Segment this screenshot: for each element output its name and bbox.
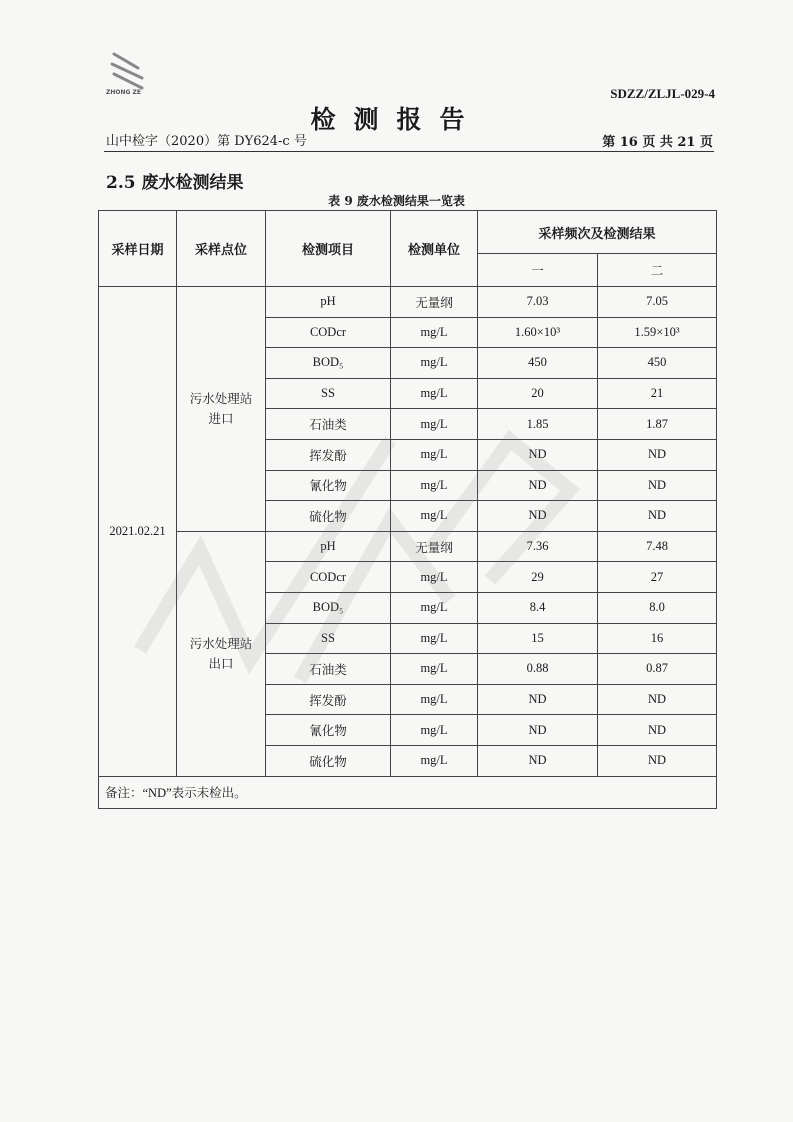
test-unit: mg/L [391,317,478,348]
result-1: ND [478,684,598,715]
result-1: 29 [478,562,598,593]
result-1: ND [478,470,598,501]
result-1: ND [478,501,598,532]
result-1: ND [478,715,598,746]
result-2: 0.87 [598,654,717,685]
test-item: 氰化物 [266,470,391,501]
result-1: 8.4 [478,592,598,623]
test-unit: mg/L [391,623,478,654]
table-row [99,287,717,318]
test-unit: 无量纲 [391,531,478,562]
test-item: pH [266,531,391,562]
result-2: ND [598,715,717,746]
result-2: ND [598,470,717,501]
test-unit: mg/L [391,715,478,746]
test-item: 硫化物 [266,501,391,532]
result-1: ND [478,439,598,470]
header-date: 采样日期 [99,211,177,287]
test-item: 硫化物 [266,745,391,776]
result-2: 8.0 [598,592,717,623]
test-unit: mg/L [391,439,478,470]
page-number: 第 16 页 共 21 页 [602,135,713,150]
report-number: 山中检字（2020）第 DY624-c 号 [106,134,307,149]
test-unit: mg/L [391,501,478,532]
test-item: CODcr [266,317,391,348]
test-unit: mg/L [391,654,478,685]
result-2: 1.59×10³ [598,317,717,348]
test-unit: mg/L [391,378,478,409]
result-2: ND [598,439,717,470]
header-freq-1: 一 [478,254,598,287]
test-unit: mg/L [391,684,478,715]
test-unit: mg/L [391,470,478,501]
test-unit: 无量纲 [391,287,478,318]
result-2: 21 [598,378,717,409]
result-2: 1.87 [598,409,717,440]
test-item: 挥发酚 [266,439,391,470]
result-2: ND [598,684,717,715]
test-item: BOD₅ [266,348,391,379]
test-item: SS [266,623,391,654]
result-1: 1.60×10³ [478,317,598,348]
sample-date: 2021.02.21 [99,287,177,777]
result-2: ND [598,501,717,532]
test-item: BOD₅ [266,592,391,623]
test-unit: mg/L [391,592,478,623]
result-1: 15 [478,623,598,654]
results-table [98,210,717,809]
header-point: 采样点位 [177,211,266,287]
result-1: 0.88 [478,654,598,685]
result-1: 7.03 [478,287,598,318]
table-row [99,531,717,562]
test-unit: mg/L [391,348,478,379]
test-item: CODcr [266,562,391,593]
result-1: 1.85 [478,409,598,440]
test-unit: mg/L [391,745,478,776]
test-unit: mg/L [391,409,478,440]
test-item: pH [266,287,391,318]
test-unit: mg/L [391,562,478,593]
section-title: 2.5 废水检测结果 [106,173,244,193]
table-caption: 表 9 废水检测结果一览表 [328,194,465,208]
header-results: 采样频次及检测结果 [478,211,717,254]
result-2: 450 [598,348,717,379]
result-1: 7.36 [478,531,598,562]
page-title: 检测报告 [310,105,483,134]
document-code: SDZZ/ZLJL-029-4 [610,86,715,101]
result-1: 20 [478,378,598,409]
sample-point: 污水处理站 出口 [177,531,266,776]
test-item: 氰化物 [266,715,391,746]
test-item: SS [266,378,391,409]
result-1: 450 [478,348,598,379]
header-divider [104,151,714,152]
result-1: ND [478,745,598,776]
table-note: 备注：“ND”表示未检出。 [99,776,717,808]
test-item: 挥发酚 [266,684,391,715]
header-freq-2: 二 [598,254,717,287]
result-2: 7.48 [598,531,717,562]
sample-point: 污水处理站 进口 [177,287,266,532]
header-item: 检测项目 [266,211,391,287]
test-item: 石油类 [266,409,391,440]
result-2: 16 [598,623,717,654]
result-2: ND [598,745,717,776]
result-2: 27 [598,562,717,593]
test-item: 石油类 [266,654,391,685]
header-unit: 检测单位 [391,211,478,287]
logo-text: ZHONG ZE [106,89,141,96]
result-2: 7.05 [598,287,717,318]
